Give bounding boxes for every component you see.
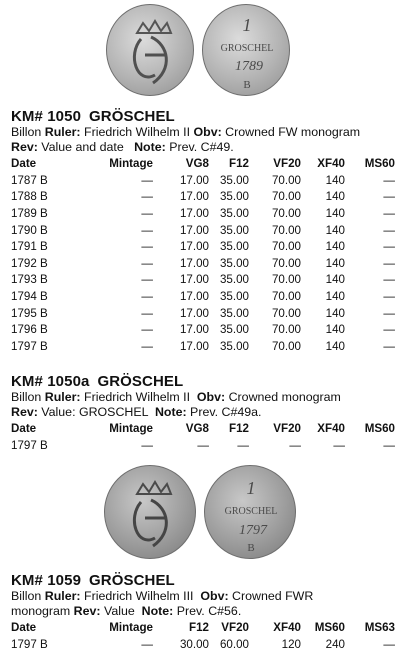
column-header: F12	[229, 422, 249, 436]
price-cell: —	[141, 190, 153, 204]
entry-description	[11, 390, 397, 419]
table-row	[11, 322, 397, 339]
price-cell: 17.00	[179, 289, 209, 303]
price-cell: 35.00	[219, 256, 249, 270]
date-cell: 1794 B	[11, 289, 48, 303]
field-text: Value and date	[37, 139, 135, 154]
field-text: Crowned monogram	[225, 390, 341, 404]
field-label: Rev:	[73, 603, 101, 618]
table-row	[11, 223, 397, 240]
entry-title	[11, 572, 397, 589]
coin-legend-value: 1	[242, 15, 252, 35]
field-label: Ruler:	[44, 589, 81, 603]
entry-title	[11, 373, 397, 390]
price-cell: 70.00	[271, 306, 301, 320]
price-cell: 35.00	[219, 273, 249, 287]
column-header: MS60	[364, 422, 395, 436]
price-cell: —	[141, 289, 153, 303]
column-header: F12	[189, 621, 209, 635]
description-line	[11, 589, 397, 604]
price-cell: —	[383, 637, 395, 651]
price-cell: 35.00	[219, 323, 249, 337]
coin-obverse-image	[106, 4, 194, 96]
price-cell: 17.00	[179, 240, 209, 254]
column-header: Date	[11, 422, 37, 436]
coin-name: GRÖSCHEL	[89, 572, 175, 589]
date-cell: 1795 B	[11, 306, 48, 320]
price-cell: —	[141, 438, 153, 452]
field-label: Ruler:	[44, 390, 81, 404]
date-cell: 1790 B	[11, 223, 48, 237]
table-row	[11, 289, 397, 306]
date-cell: 1797 B	[11, 438, 48, 452]
monogram-illustration	[105, 466, 197, 560]
price-cell: —	[383, 223, 395, 237]
column-header: F12	[229, 157, 249, 171]
price-cell: 140	[325, 190, 345, 204]
table-row	[11, 189, 397, 206]
price-cell: 17.00	[179, 173, 209, 187]
coin-reverse-image	[202, 4, 290, 96]
field-text: monogram	[11, 603, 74, 618]
date-cell: 1792 B	[11, 256, 48, 270]
field-text: Value	[100, 603, 142, 618]
coin-legend-denomination: GROSCHEL	[224, 506, 278, 517]
km-number: KM# 1059	[11, 572, 82, 589]
price-cell: —	[383, 273, 395, 287]
field-text: Prev. C#49.	[165, 139, 234, 154]
price-cell: 35.00	[219, 173, 249, 187]
price-cell: 140	[325, 289, 345, 303]
price-cell: —	[383, 339, 395, 353]
date-cell: 1791 B	[11, 240, 48, 254]
price-cell: 30.00	[179, 637, 209, 651]
coin-legend-year: 1789	[235, 59, 263, 74]
price-cell: 140	[325, 256, 345, 270]
coin-name: GRÖSCHEL	[97, 373, 184, 390]
price-cell: 60.00	[219, 637, 249, 651]
field-text: Friedrich Wilhelm III	[80, 589, 201, 603]
price-cell: —	[141, 240, 153, 254]
field-text: Value: GROSCHEL	[37, 404, 155, 419]
description-line	[11, 125, 397, 140]
coin-legend-year: 1797	[239, 523, 267, 538]
price-cell: 140	[325, 323, 345, 337]
date-cell: 1797 B	[11, 637, 48, 651]
table-row	[11, 272, 397, 289]
date-cell: 1788 B	[11, 190, 48, 204]
date-cell: 1793 B	[11, 273, 48, 287]
entry-description	[11, 125, 397, 154]
column-header: Mintage	[109, 422, 153, 436]
price-cell: 140	[325, 339, 345, 353]
table-row	[11, 239, 397, 256]
field-text: Prev. C#56.	[173, 603, 242, 618]
km-number: KM# 1050a	[11, 373, 90, 390]
column-header: XF40	[317, 157, 345, 171]
price-cell: 35.00	[219, 223, 249, 237]
field-label: Rev:	[11, 404, 38, 419]
price-cell: —	[383, 306, 395, 320]
column-header: VG8	[185, 422, 209, 436]
column-header: MS60	[364, 157, 395, 171]
price-cell: —	[383, 289, 395, 303]
field-text: Billon	[11, 589, 45, 603]
column-header: MS63	[364, 621, 395, 635]
price-cell: 17.00	[179, 323, 209, 337]
price-cell: 70.00	[271, 323, 301, 337]
price-cell: 35.00	[219, 240, 249, 254]
date-cell: 1796 B	[11, 323, 48, 337]
field-text: Prev. C#49a.	[186, 404, 262, 419]
field-label: Note:	[134, 139, 166, 154]
price-cell: 17.00	[179, 339, 209, 353]
price-cell: —	[383, 240, 395, 254]
field-text: Billon	[11, 125, 45, 139]
price-cell: —	[141, 306, 153, 320]
price-cell: —	[383, 206, 395, 220]
column-header: Date	[11, 157, 37, 171]
price-cell: —	[141, 223, 153, 237]
price-cell: 70.00	[271, 223, 301, 237]
price-cell: —	[383, 323, 395, 337]
coin-legend-mint: B	[247, 542, 255, 554]
price-cell: 17.00	[179, 190, 209, 204]
price-cell: —	[141, 339, 153, 353]
price-cell: 140	[325, 306, 345, 320]
column-header: Mintage	[109, 157, 153, 171]
price-cell: —	[141, 206, 153, 220]
monogram-illustration	[107, 5, 195, 97]
price-cell: 120	[281, 637, 301, 651]
table-header-row	[11, 620, 397, 637]
column-header: Mintage	[109, 621, 153, 635]
price-cell: 17.00	[179, 223, 209, 237]
column-header: VF20	[273, 157, 301, 171]
price-cell: 70.00	[271, 289, 301, 303]
price-table	[11, 620, 397, 653]
field-text: Crowned FW monogram	[221, 125, 361, 139]
field-label: Obv:	[196, 390, 226, 404]
price-table	[11, 156, 397, 355]
price-cell: 35.00	[219, 339, 249, 353]
coin-legend-value: 1	[246, 478, 256, 498]
price-cell: —	[141, 173, 153, 187]
description-line	[11, 604, 397, 619]
field-label: Ruler:	[44, 125, 81, 139]
field-label: Note:	[154, 404, 187, 419]
price-cell: 140	[325, 240, 345, 254]
table-row	[11, 637, 397, 654]
price-cell: —	[141, 256, 153, 270]
price-cell: 70.00	[271, 256, 301, 270]
field-label: Obv:	[193, 125, 222, 139]
price-cell: —	[383, 256, 395, 270]
column-header: VG8	[185, 157, 209, 171]
price-cell: 140	[325, 223, 345, 237]
date-cell: 1789 B	[11, 206, 48, 220]
column-header: XF40	[317, 422, 345, 436]
catalog-entry-km1050a	[11, 373, 397, 454]
coin-reverse-image	[204, 465, 296, 559]
column-header: MS60	[314, 621, 345, 635]
price-cell: 17.00	[179, 206, 209, 220]
price-cell: 70.00	[271, 206, 301, 220]
price-table	[11, 421, 397, 454]
column-header: Date	[11, 621, 37, 635]
column-header: VF20	[221, 621, 249, 635]
price-cell: 35.00	[219, 306, 249, 320]
table-header-row	[11, 421, 397, 438]
price-cell: —	[383, 190, 395, 204]
price-cell: 35.00	[219, 190, 249, 204]
table-row	[11, 206, 397, 223]
coin-obverse-image	[104, 465, 196, 559]
description-line	[11, 405, 397, 420]
price-cell: 70.00	[271, 190, 301, 204]
table-row	[11, 438, 397, 455]
catalog-entry-km1050	[11, 108, 397, 355]
coin-images-km1050	[0, 2, 400, 98]
field-text: Friedrich Wilhelm II	[80, 390, 197, 404]
column-header: VF20	[273, 422, 301, 436]
coin-images-km1059	[0, 462, 400, 558]
description-line	[11, 140, 397, 155]
date-cell: 1787 B	[11, 173, 48, 187]
price-cell: 17.00	[179, 306, 209, 320]
catalog-entry-km1059	[11, 572, 397, 653]
field-label: Obv:	[200, 589, 229, 603]
price-cell: —	[197, 438, 209, 452]
field-text: Friedrich Wilhelm II	[80, 125, 194, 139]
price-cell: —	[141, 637, 153, 651]
table-row	[11, 306, 397, 323]
date-cell: 1797 B	[11, 339, 48, 353]
coin-name: GRÖSCHEL	[89, 108, 175, 125]
price-cell: 70.00	[271, 240, 301, 254]
table-row	[11, 173, 397, 190]
table-row	[11, 256, 397, 273]
price-cell: —	[141, 273, 153, 287]
price-cell: 70.00	[271, 273, 301, 287]
field-label: Rev:	[11, 139, 38, 154]
field-text: Billon	[11, 390, 45, 404]
field-label: Note:	[141, 603, 174, 618]
table-row	[11, 339, 397, 356]
price-cell: 140	[325, 273, 345, 287]
price-cell: —	[289, 438, 301, 452]
field-text: Crowned FWR	[228, 589, 314, 603]
description-line	[11, 390, 397, 405]
coin-legend-denomination: GROSCHEL	[220, 43, 274, 54]
price-cell: 70.00	[271, 339, 301, 353]
price-cell: 17.00	[179, 273, 209, 287]
price-cell: —	[333, 438, 345, 452]
price-cell: —	[383, 438, 395, 452]
price-cell: 240	[325, 637, 345, 651]
price-cell: 70.00	[271, 173, 301, 187]
table-header-row	[11, 156, 397, 173]
entry-title	[11, 108, 397, 125]
price-cell: 140	[325, 173, 345, 187]
entry-description	[11, 589, 397, 618]
price-cell: —	[237, 438, 249, 452]
price-cell: 35.00	[219, 289, 249, 303]
coin-legend-mint: B	[243, 79, 251, 91]
price-cell: 35.00	[219, 206, 249, 220]
column-header: XF40	[273, 621, 301, 635]
price-cell: —	[141, 323, 153, 337]
price-cell: 140	[325, 206, 345, 220]
price-cell: —	[383, 173, 395, 187]
price-cell: 17.00	[179, 256, 209, 270]
km-number: KM# 1050	[11, 108, 82, 125]
